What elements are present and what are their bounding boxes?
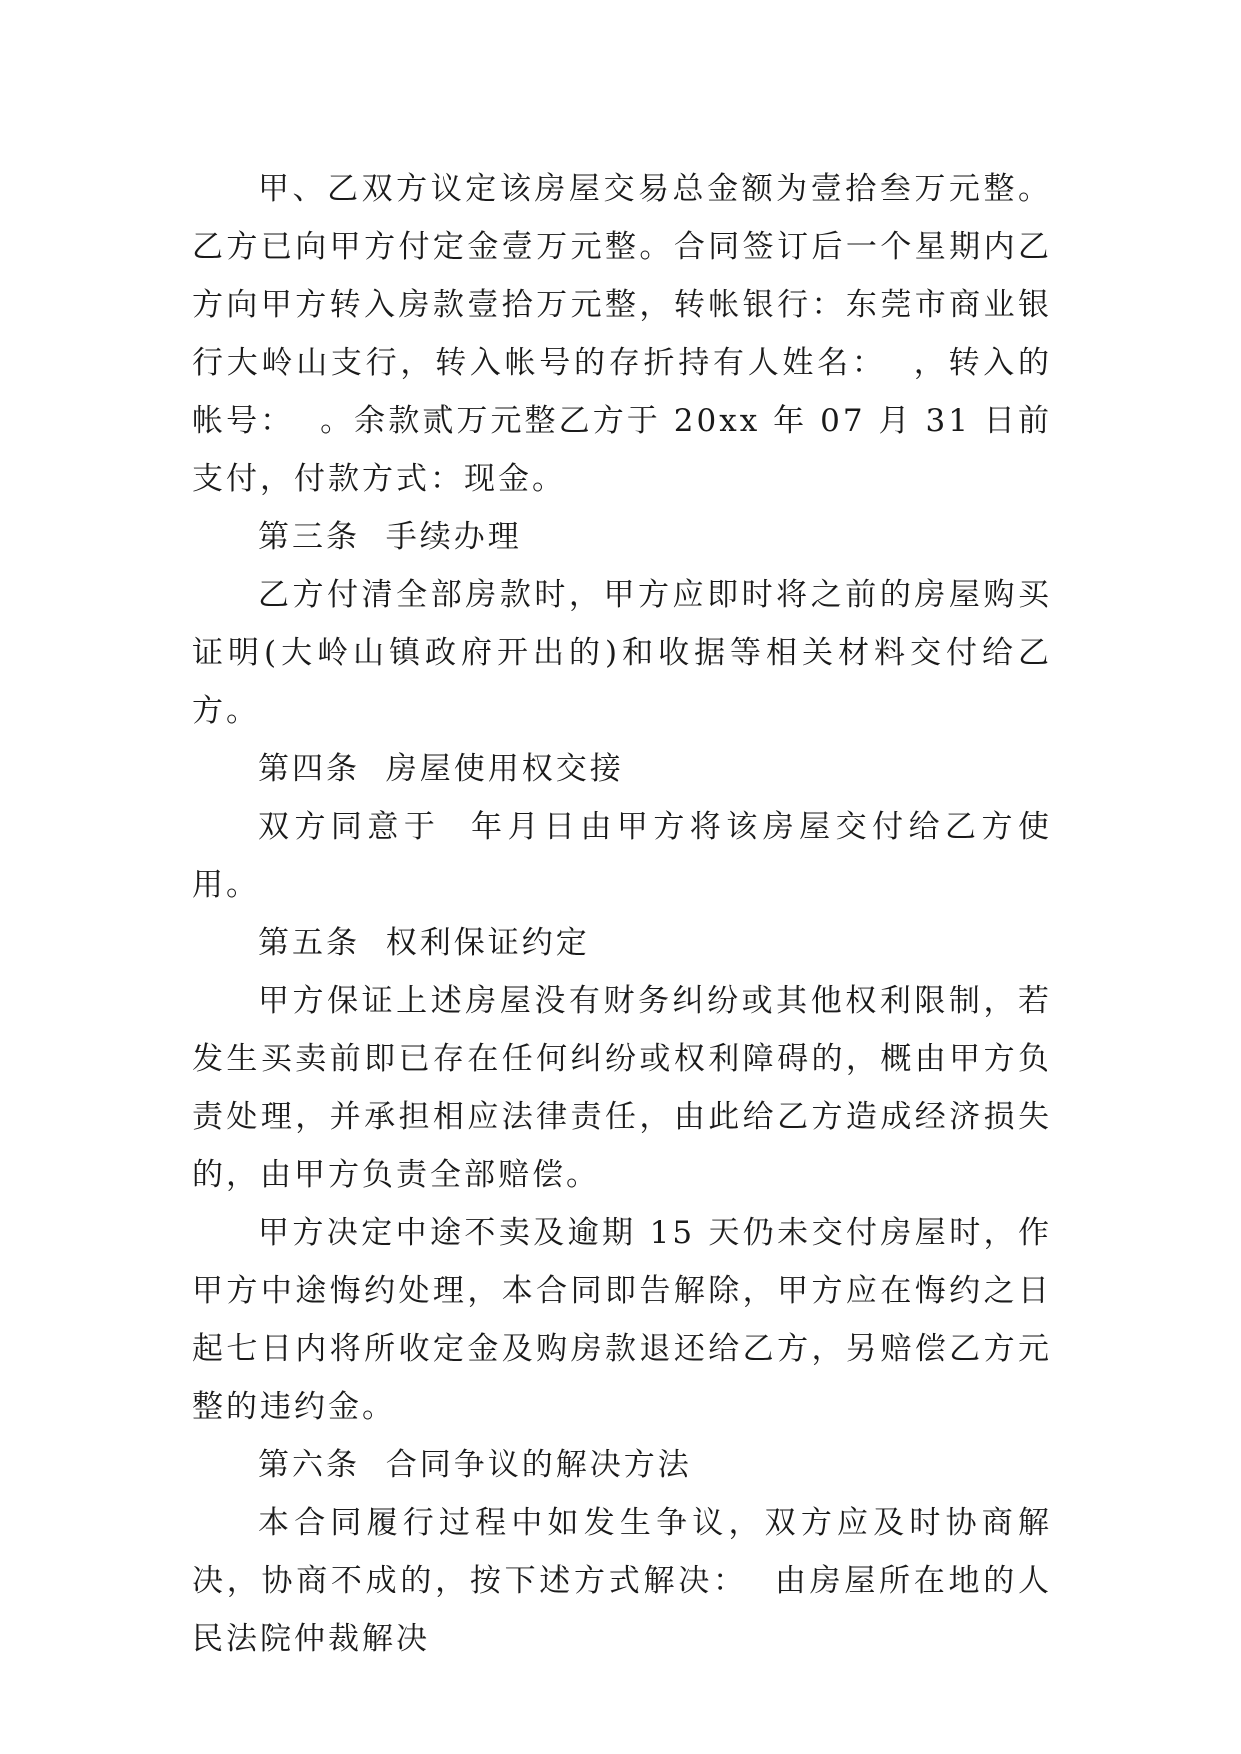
paragraph-procedures: 乙方付清全部房款时，甲方应即时将之前的房屋购买证明(大岭山镇政府开出的)和收据等相关材料交付给乙方。 bbox=[192, 577, 1052, 729]
paragraph-dispute-resolution: 本合同履行过程中如发生争议，双方应及时协商解决，协商不成的，按下述方式解决： 由房屋所在地的人民法院仲裁解决 bbox=[192, 1505, 1052, 1657]
paragraph-breach: 甲方决定中途不卖及逾期 15 天仍未交付房屋时，作甲方中途悔约处理，本合同即告解除，甲方应在悔约之日起七日内将所收定金及购房款退还给乙方，另赔偿乙方元整的违约金。 bbox=[192, 1215, 1052, 1425]
document-page bbox=[192, 160, 1052, 1668]
paragraph-rights-guarantee: 甲方保证上述房屋没有财务纠纷或其他权利限制，若发生买卖前即已存在任何纠纷或权利障碍的，概由甲方负责处理，并承担相应法律责任，由此给乙方造成经济损失的，由甲方负责全部赔偿。 bbox=[192, 983, 1052, 1193]
heading-article-3: 第三条 手续办理 bbox=[258, 519, 522, 555]
heading-article-6: 第六条 合同争议的解决方法 bbox=[258, 1447, 692, 1483]
paragraph-payment-terms: 甲、乙双方议定该房屋交易总金额为壹拾叁万元整。乙方已向甲方付定金壹万元整。合同签订后一个星期内乙方向甲方转入房款壹拾万元整，转帐银行：东莞市商业银行大岭山支行，转入帐号的存折持有人姓名： ，转入的帐号： 。余款贰万元整乙方于 20xx 年 07 月 31 日前支付，付款方式：现金。 bbox=[192, 171, 1052, 497]
heading-article-5: 第五条 权利保证约定 bbox=[258, 925, 590, 961]
paragraph-handover: 双方同意于 年月日由甲方将该房屋交付给乙方使用。 bbox=[192, 809, 1052, 903]
heading-article-4: 第四条 房屋使用权交接 bbox=[258, 751, 624, 787]
